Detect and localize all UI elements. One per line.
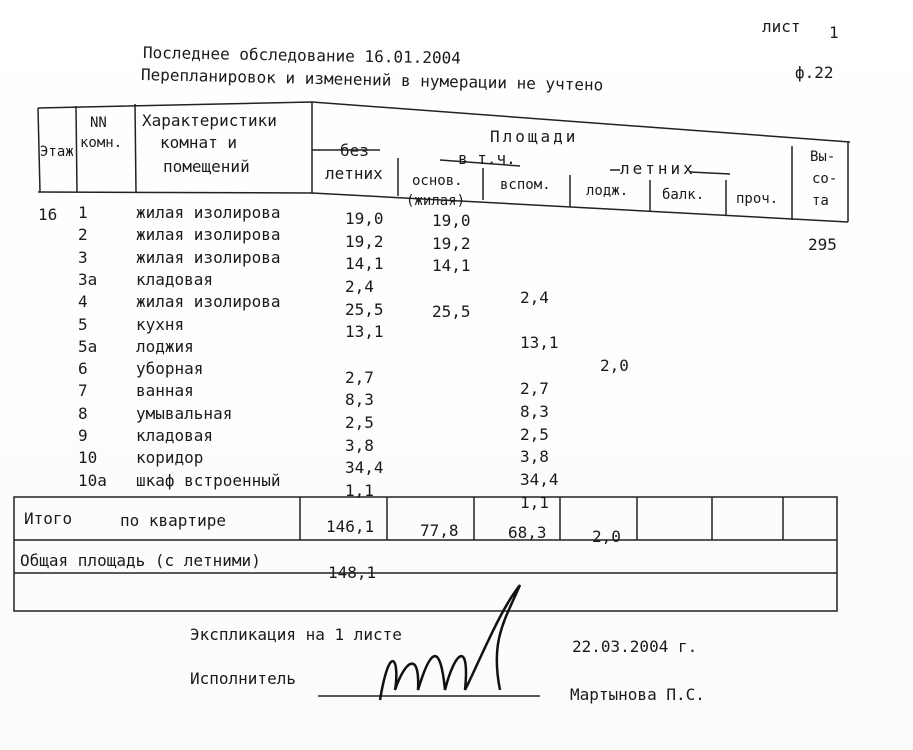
col-summer-header: летних [325, 164, 383, 183]
area-without-summer: 1,1 [345, 480, 374, 500]
area-without-summer: 2,7 [345, 367, 374, 387]
room-number: 5 [78, 314, 88, 334]
room-number: 3а [78, 269, 98, 289]
area-aux: 13,1 [520, 333, 559, 353]
total-label: Итого [24, 509, 73, 528]
floor-value: 16 [38, 205, 58, 224]
total-loggia: 2,0 [592, 527, 621, 546]
col-loggia-header: лодж. [586, 183, 629, 199]
room-number: 1 [78, 203, 88, 222]
col-areas-header: Площади [490, 127, 579, 146]
col-without-header: без [340, 141, 369, 160]
area-without-summer: 13,1 [345, 322, 384, 342]
total-main: 77,8 [420, 521, 459, 540]
area-aux: 2,4 [520, 287, 549, 307]
area-without-summer: 19,0 [345, 209, 384, 228]
room-name: коридор [136, 448, 204, 468]
area-without-summer: 3,8 [345, 435, 374, 455]
total-aux: 68,3 [508, 523, 547, 542]
area-aux: 8,3 [520, 401, 549, 421]
room-name: уборная [136, 359, 204, 379]
col-including-header: в т.ч. [458, 149, 516, 168]
col-summer-group-header: летних [620, 159, 696, 178]
room-name: жилая изолирова [136, 247, 281, 267]
executor-name: Мартынова П.С. [570, 685, 705, 704]
room-name: умывальная [136, 403, 233, 423]
col-main-header: основ. [412, 173, 463, 189]
area-without-summer: 2,5 [345, 412, 374, 432]
total-area-value: 148,1 [328, 563, 377, 582]
col-characteristics-header-2: комнат и [160, 133, 238, 152]
form-number: ф.22 [795, 63, 834, 82]
area-without-summer: 34,4 [345, 458, 384, 478]
room-number: 2 [78, 225, 88, 245]
area-without-summer: 19,2 [345, 231, 384, 251]
room-name: жилая изолирова [136, 225, 281, 245]
total-label-flat: по квартире [120, 511, 226, 530]
footer-date: 22.03.2004 г. [572, 637, 698, 656]
sheet-number: 1 [829, 23, 839, 42]
col-other-header: проч. [736, 191, 779, 207]
area-main: 19,0 [432, 211, 471, 230]
replanning-note: Перепланировок и изменений в нумерации не учтено [140, 65, 604, 95]
total-without-summer: 146,1 [326, 517, 375, 536]
sheet-label: лист [762, 17, 801, 36]
room-number: 6 [78, 359, 88, 379]
room-name: лоджия [136, 336, 194, 356]
room-name: кладовая [136, 426, 214, 445]
area-main: 14,1 [432, 256, 471, 276]
room-name: шкаф встроенный [136, 470, 281, 490]
area-without-summer: 2,4 [345, 276, 374, 296]
area-loggia: 2,0 [600, 356, 629, 376]
col-height-header-2: со- [812, 171, 838, 187]
col-nn-header: NN [90, 115, 107, 131]
room-number: 5а [78, 336, 98, 356]
area-aux: 3,8 [520, 447, 549, 467]
area-without-summer: 25,5 [345, 299, 384, 319]
room-number: 7 [78, 381, 88, 401]
room-name: жилая изолирова [136, 292, 281, 312]
total-area-label: Общая площадь (с летними) [20, 551, 261, 570]
area-aux: 2,5 [520, 424, 549, 444]
room-number: 8 [78, 403, 88, 423]
room-name: кладовая [136, 269, 214, 289]
room-number: 10а [78, 470, 107, 490]
explication-note: Экспликация на 1 листе [190, 625, 402, 644]
col-floor-header: Этаж [40, 144, 74, 160]
col-characteristics-header-3: помещений [163, 157, 250, 176]
room-name: кухня [136, 314, 185, 334]
room-number: 9 [78, 426, 88, 445]
area-without-summer: 8,3 [345, 390, 374, 410]
area-without-summer: 14,1 [345, 254, 384, 274]
col-characteristics-header-1: Характеристики [142, 111, 277, 130]
area-aux: 1,1 [520, 493, 549, 513]
area-main: 19,2 [432, 233, 471, 253]
col-height-header-1: Вы- [810, 149, 836, 165]
height-value: 295 [808, 235, 837, 254]
col-rooms-header: комн. [80, 135, 123, 151]
col-height-header-3: та [812, 193, 829, 209]
room-number: 4 [78, 292, 88, 312]
room-name: ванная [136, 381, 194, 401]
area-aux: 2,7 [520, 378, 549, 398]
col-balcony-header: балк. [662, 187, 705, 203]
col-living-header: (жилая) [406, 193, 466, 209]
room-name: жилая изолирова [136, 203, 281, 222]
room-number: 10 [78, 448, 98, 468]
area-main: 25,5 [432, 301, 471, 321]
executor-label: Исполнитель [190, 669, 296, 688]
room-number: 3 [78, 247, 88, 267]
area-aux: 34,4 [520, 470, 559, 490]
last-inspection-line: Последнее обследование 16.01.2004 [142, 43, 462, 68]
col-aux-header: вспом. [500, 177, 551, 193]
